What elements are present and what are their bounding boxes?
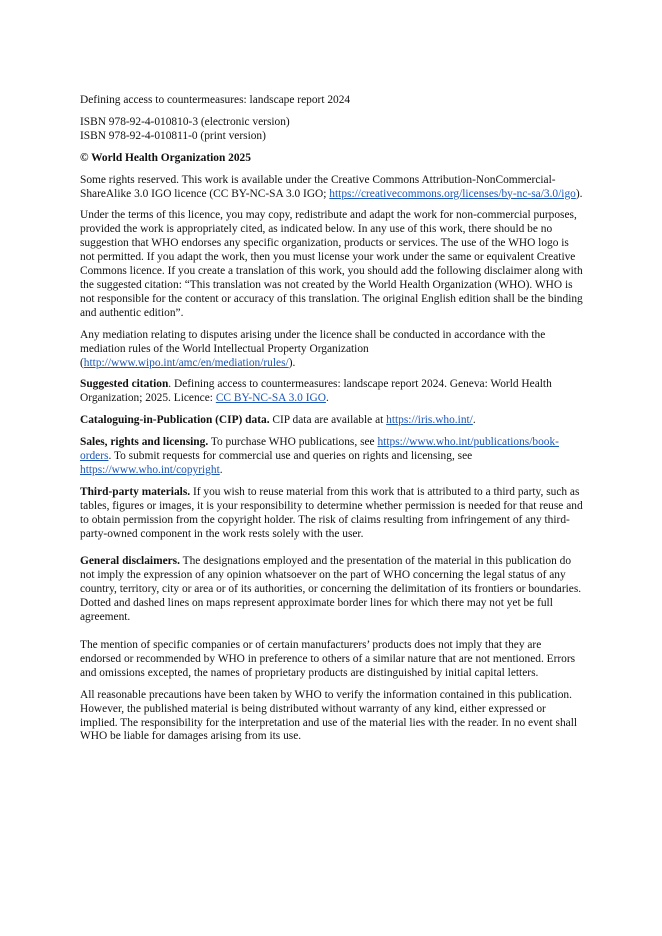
creative-commons-link[interactable]: https://creativecommons.org/licenses/by-nc-sa/3.0/igo [329, 187, 576, 200]
copyright-text: © World Health Organization 2025 [80, 151, 251, 164]
licence-link[interactable]: CC BY-NC-SA 3.0 IGO [215, 392, 326, 405]
sales-after: . [219, 463, 223, 476]
companies-paragraph: The mention of specific companies or of certain manufacturers’ products does not imply that they are endorsed or recommended by WHO in preference to others of a similar nature that are not mentioned. Errors and omissions excepted, the names of proprietary products are distinguished by initial capital letters. [80, 639, 576, 679]
sales-label: Sales, rights and licensing. [80, 436, 209, 449]
mediation-after: ). [288, 356, 296, 369]
iris-link[interactable]: https://iris.who.int/ [386, 414, 473, 427]
book-orders-link[interactable]: https://www.who.int/publications/book-orders [80, 436, 559, 463]
general-disclaimers-text: The designations employed and the presentation of the material in this publication do not imply the expression of any opinion whatsoever on the part of WHO concerning the legal status of any country, territory, city or area or of its authorities, or concerning the delimitation of its frontiers or boundaries. Dotted and dashed lines on maps represent approximate border lines for which there may not yet be full agreement. [80, 555, 582, 624]
sales-text-1: To purchase WHO publications, see [208, 436, 378, 449]
precautions-paragraph: All reasonable precautions have been taken by WHO to verify the information contained in this publication. However, the published material is being distributed without warranty of any kind, either expressed or implied. The responsibility for the interpretation and use of the material lies with the reader. In no event shall WHO be liable for damages arising from its use. [80, 688, 578, 743]
third-party-text: If you wish to reuse material from this work that is attributed to a third party, such as tables, figures or images, it is your responsibility to determine whether permission is needed for that reuse and to obtain permission from the copyright holder. The risk of claims resulting from infringement of any third-party-owned component in the work rests solely with the user. [80, 485, 583, 540]
isbn-block [80, 116, 584, 144]
third-party-paragraph [80, 486, 584, 542]
sales-text-2: . To submit requests for commercial use and queries on rights and licensing, see [108, 450, 473, 463]
mediation-text: Any mediation relating to disputes arising under the licence shall be conducted in accordance with the mediation rules of the World Intellectual Property Organization ( [80, 328, 546, 369]
licence-terms-paragraph: Under the terms of this licence, you may copy, redistribute and adapt the work for non-commercial purposes, provided the work is appropriately cited, as indicated below. In any use of this work, there should be no suggestion that WHO endorses any specific organization, products or services. The use of the WHO logo is not permitted. If you adapt the work, then you must license your work under the same or equivalent Creative Commons licence. If you create a translation of this work, you should add the following disclaimer along with the suggested citation: “This translation was not created by the World Health Organization (WHO). WHO is not responsible for the content or accuracy of this translation. The original English edition shall be the binding and authentic edition”. [80, 209, 583, 319]
cip-label: Cataloguing-in-Publication (CIP) data. [80, 414, 270, 427]
cip-after: . [472, 414, 476, 427]
isbn-electronic: ISBN 978-92-4-010810-3 (electronic version) [80, 115, 290, 128]
rights-after: ). [575, 187, 583, 200]
copyright-line [80, 152, 584, 166]
wipo-link[interactable]: http://www.wipo.int/amc/en/mediation/rules/ [83, 356, 289, 369]
citation-label: Suggested citation [80, 378, 169, 391]
rights-paragraph [80, 174, 584, 202]
rights-text: Some rights reserved. This work is available under the Creative Commons Attribution-NonCommercial-ShareAlike 3.0 IGO licence (CC BY-NC-SA 3.0 IGO; [80, 173, 556, 200]
citation-paragraph [80, 378, 584, 406]
general-disclaimers-paragraph [80, 555, 584, 625]
isbn-print: ISBN 978-92-4-010811-0 (print version) [80, 129, 266, 142]
sales-paragraph [80, 436, 584, 478]
third-party-label: Third-party materials. [80, 485, 191, 498]
copyright-link[interactable]: https://www.who.int/copyright [80, 463, 220, 476]
citation-after: . [325, 392, 329, 405]
cip-text: CIP data are available at [269, 414, 387, 427]
general-disclaimers-label: General disclaimers. [80, 555, 180, 568]
citation-text: . Defining access to countermeasures: landscape report 2024. Geneva: World Health Organization; 2025. Licence: [80, 378, 552, 405]
mediation-paragraph [80, 329, 584, 371]
document-title: Defining access to countermeasures: landscape report 2024 [80, 94, 351, 106]
copyright-page [80, 94, 584, 752]
cip-paragraph [80, 414, 584, 428]
